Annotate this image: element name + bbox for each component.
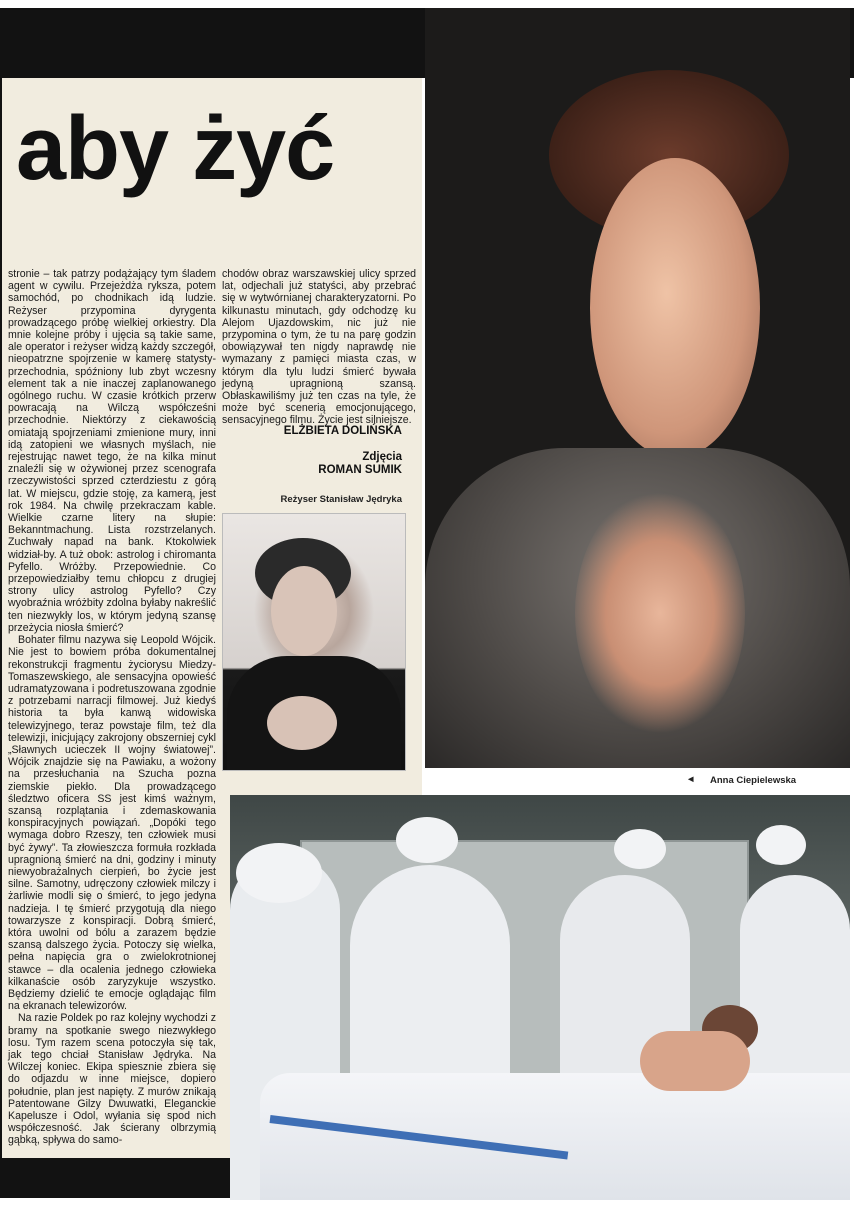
article-column-2 <box>222 268 416 427</box>
surgeon-2-cap <box>614 829 666 869</box>
paragraph: stronie – tak patrzy podążający tym śladem agent w cywilu. Przejeżdża ryksza, potem samochód, po chodnikach idą ludzie. Reżyser przypomina dyrygenta prowadzącego próbę wielkiej orkiestry. Dla mnie kolejne próby i ujęcia są takie same, ale operator i reżyser widzą każdy szczegół, nieopatrzne spojrzenie w kamerę statysty-przechodnia, spóźniony lub zbyt wczesny element tak a nie inaczej zaplanowanego ogólnego ruchu. W czasie krótkich przerw powracają na Wilczą współcześni przechodnie. Niektórzy z ciekawością omiatają spojrzeniami zmienione mury, inni idą zatopieni we własnych myślach, nie rejestrując nawet tego, że na kilka minut znaleźli się w ożywionej przez scenografa rzeczywistości sprzed czterdziestu z górą lat. W miejscu, gdzie stoję, za kamerą, jest rok 1984. Na chwilę przekraczam kable. Wielkie czarne litery na słupie: Bekanntmachung. Lista rozstrzelanych. Zuchwały napad na bank. Ktokolwiek widział-by. A tuż obok: astrolog i chiromanta Pyfello. Wróżby. Przepowiednie. Co przepowiedziałby temu chłopcu z drugiej strony ulicy astrolog Pyfello? Czy wyobraźnia wróżbity zdolna byłaby nakreślić ten niezwykły los, w którym jedyną szansę przeżycia niosła śmierć? <box>8 268 216 634</box>
author-name: ELŻBIETA DOLIŃSKA <box>283 425 402 437</box>
director-hand <box>267 696 337 750</box>
arrow-left-icon: ◄ <box>686 774 696 785</box>
headline: aby żyć <box>16 99 335 199</box>
portrait-face <box>590 158 760 458</box>
bottom-black-band <box>0 1158 230 1198</box>
operating-table-sheet <box>260 1073 850 1200</box>
surgeon-1-cap <box>396 817 458 863</box>
surgeon-3-cap <box>756 825 806 865</box>
paragraph: Bohater filmu nazywa się Leopold Wójcik. Nie jest to bowiem próba dokumentalnej rekonstrukcji fragmentu życiorysu Miedzy-Tomaszewskiego, ale sensacyjna opowieść udramatyzowana i podretuszowana zgodnie z potrzebami narracji filmowej. Już kiedyś historia ta była kanwą widowiska telewizyjnego, teraz powstaje film, też dla telewizji, inicjujący zakrojony obszerniej cykl „Sławnych ucieczek II wojny światowej”. Wójcik znajdzie się na Pawiaku, a wożony na przesłuchania na Szucha pozna ziemskie piekło. Dla prowadzącego śledztwo oficera SS jest kimś ważnym, szansą rozplątania i zdemaskowania konspiracyjnych powiązań. „Dopóki tego wymaga dobro Rzeszy, ten człowiek musi być żywy”. Ta złowieszcza formuła rozkłada upragnioną śmierć na dni, godziny i minuty niewyobrażalnych cierpień, bo życie jest silne. Samotny, udręczony człowiek milczy i żarliwie modli się o śmierć, to jego jedyna nadzieja. I tę śmierć przygotują dla niego towarzysze z konspiracji. Dobrą śmierć, która uwolni od bólu a zarazem będzie szansą dalszego życia. Potoczy się wielka, pełna napięcia gra o zwielokrotnionej stawce – dla ocalenia jednego człowieka kilkanaście osób zaryzykuje wszystko. Będziemy dzielić te emocje oglądając film na ekranach telewizorów. <box>8 634 216 1013</box>
portrait-caption: Anna Ciepielewska <box>710 775 797 786</box>
surgery-photo <box>230 795 850 1200</box>
portrait-photo <box>425 8 850 768</box>
portrait-caption-box <box>662 770 822 790</box>
director-face <box>271 566 337 656</box>
photo-credit-label: Zdjęcia <box>362 451 402 463</box>
nurse-cap <box>236 843 322 903</box>
portrait-hand <box>575 488 745 738</box>
paragraph: chodów obraz warszawskiej ulicy sprzed lat, odjechali już statyści, aby przebrać się w wytwórnianej charakteryzatorni. Po kilkunastu minutach, gdy odchodzę ku Alejom Ujazdowskim, nic już nie przypomina o tym, że tu na parę godzin obowiązywał ten nigdy naprawdę nie wymazany z pamięci miasta czas, w którym dla tylu ludzi śmierć bywała jedyną upragnioną szansą. Obłaskawiliśmy już ten czas na tyle, że może być scenerią emocjonującego, sensacyjnego filmu. Życie jest silniejsze. <box>222 268 416 427</box>
director-photo <box>222 513 406 771</box>
director-caption: Reżyser Stanisław Jędryka <box>280 494 402 505</box>
article-column-1 <box>8 268 216 1153</box>
patient-chest <box>640 1031 750 1091</box>
paragraph: Na razie Poldek po raz kolejny wychodzi z bramy na spotkanie swego niezwykłego losu. Tym razem scena potoczyła się tak, jak tego chciał Stanisław Jędryka. Na Wilczej koniec. Ekipa spiesznie zbiera się do odjazdu w inne miejsce, dopiero południe, plan jest napięty. Z murów znikają Patentowane Gilzy Dwuwatki, Eleganckie Kapelusze i Odol, wyłania się spod nich współczesność. Jak ścierany olbrzymią gąbką, spływa do samo- <box>8 1012 216 1147</box>
photo-credit-name: ROMAN SUMIK <box>318 464 402 476</box>
